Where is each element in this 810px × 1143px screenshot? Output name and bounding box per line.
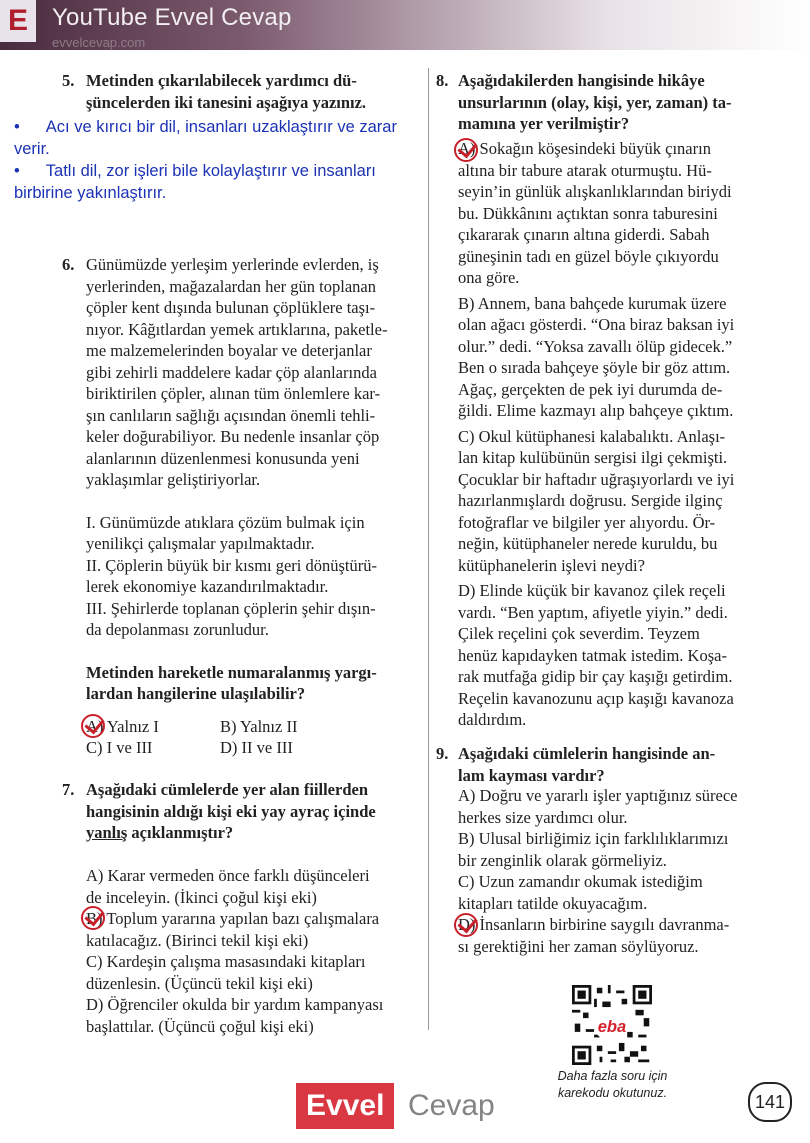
text-line: yerlerinden, mağazalardan her gün toplanan (86, 276, 376, 296)
option-a[interactable]: A) Sokağın köşesindeki büyük çınarın altına bir tabure atarak oturmuştu. Hü- seyin’in günlük alışkanlıklarından biriydi bu. Dükkânını açtıktan sonra taburesini çıkararak çınarın altına giderdi. Sabah güneşinin tadı en güzel böyle çıkıyordu ona göre. (458, 139, 732, 287)
prompt-line: şüncelerden iki tanesini aşağıya yazınız. (86, 92, 367, 112)
option-c[interactable]: C) I ve III (86, 738, 153, 757)
bullet-icon: • (14, 118, 20, 136)
prompt-line: mamına yer verilmiştir? (458, 114, 630, 133)
option-d[interactable]: D) İnsanların birbirine saygılı davranma- sı gerektiğini her zaman söylüyoruz. (458, 915, 730, 956)
top-banner (0, 0, 810, 50)
option-c[interactable]: C) Uzun zamandır okumak istediğim kitapları tatilde okuyacağım. (458, 872, 703, 913)
prompt-line: Metinden hareketle numaralanmış yargı- (86, 662, 377, 682)
option-a[interactable]: A) Karar vermeden önce farklı düşünceleri de inceleyin. (İkinci çoğul kişi eki) (86, 866, 370, 907)
correct-mark-icon (454, 913, 478, 937)
bullet-icon: • (14, 162, 20, 180)
evvel-logo-icon: E (0, 0, 36, 42)
prompt-line: lam kayması vardır? (458, 765, 605, 785)
text-line: gibi zehirli maddelere kadar çöp alanlarında (86, 362, 377, 382)
option-d[interactable]: D) Elinde küçük bir kavanoz çilek reçeli vardı. “Ben yaptım, afiyetle yiyin.” dedi. Çilek reçelini çok severdim. Teyzem henüz kapıdayken tatmak istedim. Koşa- rak mutfağa gidip bir çay kaşığı getirdim. Reçelin kavanozunu açıp kaşığı kavanoza daldırdım. (458, 581, 734, 729)
answer-item (14, 160, 424, 182)
q5-answers (14, 116, 424, 204)
prompt-line (86, 822, 376, 844)
column-divider (428, 68, 429, 1030)
answer-item (14, 116, 424, 138)
option-d[interactable]: D) Öğrenciler okulda bir yardım kampanyası başlattılar. (Üçüncü çoğul kişi eki) (86, 995, 384, 1036)
text-line: keler doğurabiliyor. Bu nedenle insanlar çöp (86, 427, 380, 446)
prompt-line: Aşağıdaki cümlelerde yer alan fiillerden (86, 780, 369, 799)
question-number: 9. (436, 744, 449, 763)
option-b[interactable]: B) Toplum yararına yapılan bazı çalışmalara katılacağız. (Birinci tekil kişi eki) (86, 909, 380, 950)
qr-code-icon[interactable] (572, 985, 652, 1065)
text-line: me malzemelerinden boyalar ve deterjanlar (86, 341, 372, 360)
prompt-tail: açıklanmıştır? (127, 823, 234, 842)
text-line: biriktirilen çöpler, alınan tüm önlemlere kar- (86, 384, 381, 403)
text-line: şın canlıların sağlığı açısından önemli tehli- (86, 405, 376, 425)
statement-line: I. Günümüzde atıklara çözüm bulmak için (86, 512, 365, 532)
prompt-line: Aşağıdaki cümlelerin hangisinde an- (458, 744, 716, 763)
qr-caption (540, 1068, 685, 1102)
qr-badge: eba (597, 1016, 627, 1036)
answer-line: Acı ve kırıcı bir dil, insanları uzaklaştırır ve zarar (45, 118, 397, 136)
qr-caption-line: Daha fazla soru için (557, 1069, 668, 1083)
banner-url[interactable]: evvelcevap.com (52, 35, 146, 50)
answer-line: birbirine yakınlaştırır. (14, 184, 167, 202)
question-6 (62, 254, 422, 774)
page-number: 141 (748, 1082, 792, 1122)
text-line: nıyor. Kâğıtlardan yemek artıklarına, paketle- (86, 319, 388, 339)
question-number: 7. (62, 780, 75, 799)
prompt-line: Metinden çıkarılabilecek yardımcı dü- (86, 71, 357, 90)
option-b[interactable]: B) Annem, bana bahçede kurumak üzere olan ağacı gösterdi. “Ona biraz baksan iyi olur.” dedi. “Yoksa zavallı ölüp gidecek.” Ben o sırada bahçeye şöyle bir göz attım. Ağaç, gerçekten de pek iyi durumda de- ğildi. Elime kazmayı alıp bahçeye çıktım. (458, 293, 735, 420)
question-number: 5. (62, 71, 75, 90)
prompt-line: hangisinin aldığı kişi eki yay ayraç içinde (86, 801, 376, 821)
statement-line: III. Şehirlerde toplanan çöplerin şehir dışın- (86, 598, 376, 618)
correct-mark-icon (81, 906, 105, 930)
text-line: çöpler kent dışında bulunan çöplüklere taşı- (86, 298, 376, 317)
statement-line: da depolanması zorunludur. (86, 620, 269, 639)
prompt-line: Aşağıdakilerden hangisinde hikâye (458, 71, 705, 90)
statement-line: yenilikçi çalışmalar yapılmaktadır. (86, 534, 315, 553)
option-b[interactable]: B) Ulusal birliğimiz için farklılıklarımızı bir zenginlik olarak görmeliyiz. (458, 829, 729, 870)
question-7 (62, 779, 422, 1034)
prompt-line: unsurlarının (olay, kişi, yer, zaman) ta- (458, 92, 732, 112)
question-9 (436, 743, 768, 958)
question-8 (436, 70, 768, 730)
statement-line: lerek ekonomiye kazandırılmaktadır. (86, 577, 329, 596)
qr-caption-line: karekodu okutunuz. (557, 1086, 668, 1100)
option-a[interactable]: A) Doğru ve yararlı işler yaptığınız sürece herkes size yardımcı olur. (458, 786, 738, 827)
correct-mark-icon (81, 714, 105, 738)
banner-title: YouTube Evvel Cevap (52, 4, 292, 31)
text-line: yaklaşımlar geliştiriyorlar. (86, 470, 261, 489)
statement-line: II. Çöplerin büyük bir kısmı geri dönüştürü- (86, 555, 378, 575)
question-number: 8. (436, 71, 449, 90)
text-line: alanlarının düzenlenmesi konusunda yeni (86, 448, 360, 468)
option-d[interactable]: D) II ve III (220, 738, 293, 757)
footer-brand-cevap: Cevap (408, 1089, 495, 1122)
answer-line: Tatlı dil, zor işleri bile kolaylaştırır ve insanları (45, 162, 376, 180)
answer-line: verir. (14, 140, 50, 158)
option-c[interactable]: C) Okul kütüphanesi kalabalıktı. Anlaşı- lan kitap kulübünün sergisi ilgi çekmişti. Çocuklar bir haftadır uğraşıyorlardı ve iyi hazırlanmışlardı doğrusu. Sergide ilginç fotoğraflar ve bilgiler yer alıyordu. Ör- neğin, kütüphaneler nerede kuruldu, bu kütüphanelerin işlevi neydi? (458, 426, 735, 575)
question-number: 6. (62, 255, 75, 274)
option-b[interactable]: B) Yalnız II (220, 717, 298, 736)
option-c[interactable]: C) Kardeşin çalışma masasındaki kitapları düzenlesin. (Üçüncü tekil kişi eki) (86, 952, 366, 993)
correct-mark-icon (454, 138, 478, 162)
footer-brand-evvel: Evvel (296, 1083, 394, 1129)
underlined-word: yanlış (86, 823, 128, 842)
text-line: Günümüzde yerleşim yerlerinde evlerden, iş (86, 255, 379, 274)
prompt-line: lardan hangilerine ulaşılabilir? (86, 684, 306, 703)
option-a[interactable]: A) Yalnız I (86, 717, 159, 736)
